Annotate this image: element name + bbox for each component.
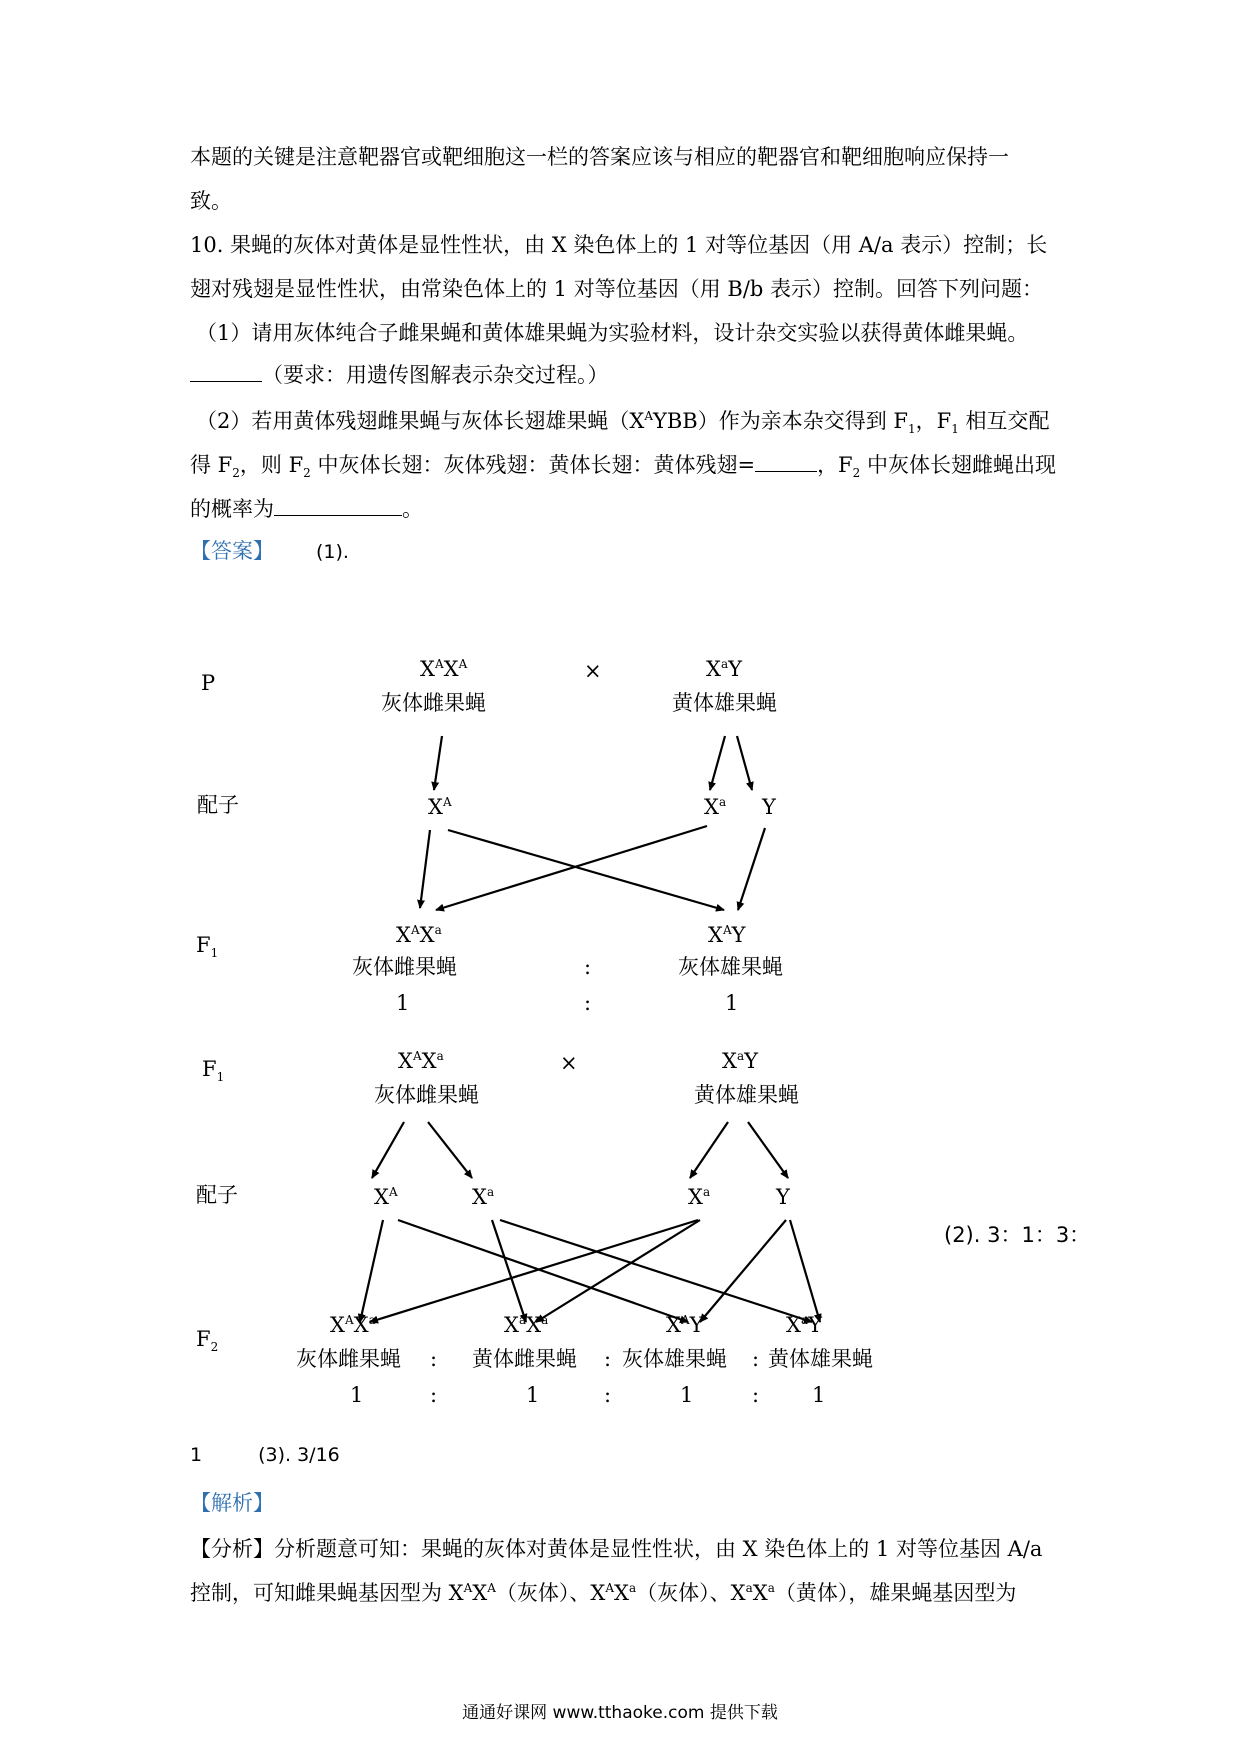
row-label-f1: $F_1$ [196,933,219,961]
f2-name-2: 黄体雌果蝇 [472,1347,577,1371]
answer-tag: 【答案】 [190,539,274,563]
f1-female-name: 灰体雌果蝇 [352,955,457,979]
f2-genotype-XAY: $X^AY$ [666,1313,704,1337]
arrow [448,830,724,910]
ratio-colon: : [752,1347,760,1371]
answer-part-2: (2). 3：1：3： [944,1223,1091,1247]
f1-male-genotype: $X^AY$ [708,923,746,947]
f1-male-name: 黄体雄果蝇 [694,1083,799,1107]
answer-continuation: 1 (3). 3/16 [190,1444,340,1466]
page-footer: 通通好课网 www.tthaoke.com 提供下载 [462,1703,778,1723]
arrow [360,1220,383,1322]
parent-male-genotype: $X^aY$ [706,657,742,681]
ratio-value: 1 [396,991,410,1015]
parent-female-name: 灰体雌果蝇 [381,691,486,715]
f1-female-name: 灰体雌果蝇 [374,1083,479,1107]
gamete-Xa: $X^a$ [688,1185,711,1209]
ratio-colon: : [430,1347,438,1371]
answer-part-3: (3). 3/16 [258,1444,340,1466]
arrow [398,1220,688,1322]
gamete-XA: $X^A$ [428,795,452,819]
ratio-colon: : [604,1383,612,1407]
arrow [370,1220,698,1322]
intro-line-1: 本题的关键是注意靶器官或靶细胞这一栏的答案应该与相应的靶器官和靶细胞响应保持一 [190,145,1009,169]
answer-part-1: (1). [316,541,349,563]
row-label-gamete: 配子 [196,1183,238,1207]
question-line-1: 10. 果蝇的灰体对黄体是显性性状，由 X 染色体上的 1 对等位基因（用 A/a 表示）控制；长 [190,233,1048,257]
arrow [500,1220,812,1322]
requirement-text: （要求：用遗传图解表示杂交过程。） [262,363,609,387]
question-part-2-line-3: 的概率为 。 [190,497,423,521]
arrow [710,736,725,790]
ratio-colon: : [604,1347,612,1371]
ratio-colon: : [430,1383,438,1407]
arrow [700,1220,786,1322]
ratio-colon: : [584,991,592,1015]
f2-genotype-XaXa: $X^aX^a$ [504,1313,549,1337]
arrow [748,1122,788,1178]
ratio-value: 1 [526,1383,540,1407]
arrow [790,1220,820,1322]
arrow [690,1122,728,1178]
f2-genotype-XAXa: $X^AX^a$ [330,1313,376,1337]
row-label-gamete: 配子 [197,793,239,817]
question-line-2: 翅对残翅是显性性状，由常染色体上的 1 对等位基因（用 B/b 表示）控制。回答下列问题： [190,277,1044,301]
ratio-colon: : [752,1383,760,1407]
f1-male-name: 灰体雄果蝇 [678,955,783,979]
analysis-line-1: 【分析】分析题意可知：果蝇的灰体对黄体是显性性状，由 X 染色体上的 1 对等位基因 A/a [190,1537,1043,1561]
gamete-XA: $X^A$ [374,1185,398,1209]
analysis-tag: 【解析】 [190,1491,274,1515]
gamete-Xa: $X^a$ [704,795,727,819]
row-label-f1: $F_1$ [202,1057,225,1085]
gamete-Y: Y [776,1185,790,1209]
ratio-value: 1 [350,1383,364,1407]
ratio-value: 1 [812,1383,826,1407]
arrow [492,1220,526,1322]
arrow [420,830,430,908]
parent-female-genotype: $X^AX^A$ [420,657,468,681]
f2-name-4: 黄体雄果蝇 [768,1347,873,1371]
gamete-Xa: $X^a$ [472,1185,495,1209]
f1-male-genotype: $X^aY$ [722,1049,758,1073]
ratio-colon: : [584,955,592,979]
ratio-value: 1 [680,1383,694,1407]
analysis-line-2: 控制，可知雌果蝇基因型为 $X^AX^A$（灰体）、$X^AX^a$（灰体）、$X^aX^a$（黄体），雄果蝇基因型为 [190,1581,1017,1605]
cross-symbol: × [560,1051,578,1075]
arrow [536,1220,700,1322]
analysis-heading [190,1488,274,1518]
ratio-value: 1 [725,991,739,1015]
f1-female-genotype: $X^AX^a$ [398,1049,444,1073]
f2-name-1: 灰体雌果蝇 [296,1347,401,1371]
f2-name-3: 灰体雄果蝇 [622,1347,727,1371]
intro-line-2: 致。 [190,189,232,213]
question-part-2-line-2: 得 $F_2$，则 $F_2$ 中灰体长翅：灰体残翅：黄体长翅：黄体残翅= ，$F_2$ 中灰体长翅雌蝇出现 [190,453,1056,481]
f1-female-genotype: $X^AX^a$ [396,923,442,947]
row-label-p: P [201,671,216,695]
cross-symbol: × [584,659,602,683]
gamete-Y: Y [762,795,776,819]
arrow [434,736,442,790]
arrow [428,1122,472,1178]
question-part-1: （1）请用灰体纯合子雌果蝇和黄体雄果蝇为实验材料，设计杂交实验以获得黄体雌果蝇。 [196,321,1029,345]
arrow [738,828,765,910]
parent-male-name: 黄体雄果蝇 [672,691,777,715]
arrow [737,736,752,790]
f2-genotype-XaY: $X^aY$ [786,1313,822,1337]
question-part-2-line-1: （2）若用黄体残翅雌果蝇与灰体长翅雄果蝇$(X^AYBB)$作为亲本杂交得到 $F_1$，$F_1$ 相互交配 [196,409,1050,437]
arrow [372,1122,404,1178]
row-label-f2: $F_2$ [196,1327,219,1355]
